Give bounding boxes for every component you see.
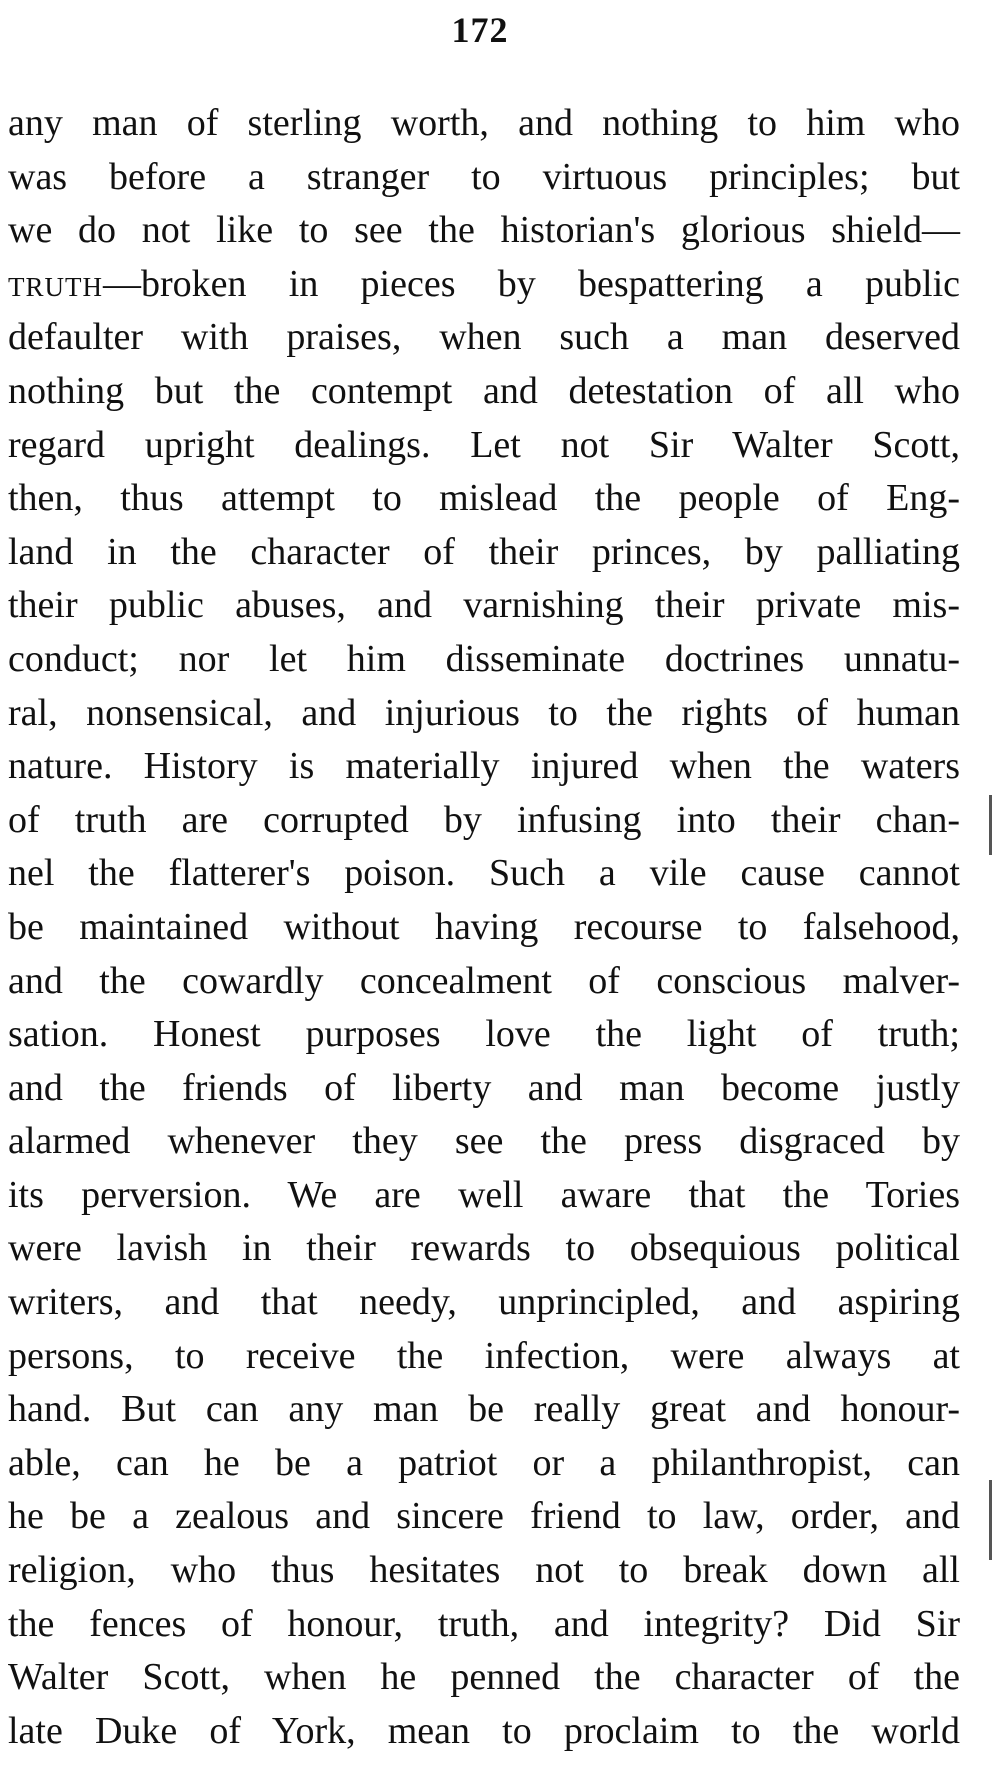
text-line-25: hand. But can any man be really great and honour- — [8, 1388, 960, 1431]
body-text — [8, 97, 960, 1758]
text-line-12: ral, nonsensical, and injurious to the rights of human — [8, 691, 960, 734]
text-line-17: and the cowardly concealment of conscious malver- — [8, 959, 960, 1002]
text-line-23: writers, and that needy, unprincipled, and aspiring — [8, 1281, 960, 1324]
text-line-26: able, can he be a patriot or a philanthropist, can — [8, 1441, 960, 1484]
text-line-8: then, thus attempt to mislead the people of Eng- — [8, 477, 960, 520]
text-line-27: he be a zealous and sincere friend to law, order, and — [8, 1495, 960, 1538]
text-line-18: sation. Honest purposes love the light of truth; — [8, 1013, 960, 1056]
text-line-30: Walter Scott, when he penned the character of the — [8, 1656, 960, 1699]
text-line-10: their public abuses, and varnishing their private mis- — [8, 584, 960, 627]
text-line-2: was before a stranger to virtuous principles; but — [8, 155, 960, 198]
page-number: 172 — [451, 10, 509, 50]
text-line-24: persons, to receive the infection, were always at — [8, 1334, 960, 1377]
text-line-7: regard upright dealings. Let not Sir Walter Scott, — [8, 423, 960, 466]
text-line-9: land in the character of their princes, by palliating — [8, 530, 960, 573]
text-line-4-rest: —broken in pieces by bespattering a public — [103, 262, 960, 305]
text-line-6: nothing but the contempt and detestation of all who — [8, 369, 960, 412]
text-line-3: we do not like to see the historian's glorious shield— — [8, 209, 960, 252]
text-line-4 — [8, 258, 960, 312]
scan-edge-mark — [989, 795, 992, 855]
text-line-16: be maintained without having recourse to falsehood, — [8, 905, 960, 948]
text-line-22: were lavish in their rewards to obsequious political — [8, 1227, 960, 1270]
text-line-5: defaulter with praises, when such a man deserved — [8, 316, 960, 359]
text-line-1: any man of sterling worth, and nothing to him who — [8, 102, 960, 144]
text-line-19: and the friends of liberty and man become justly — [8, 1066, 960, 1109]
text-line-13: nature. History is materially injured when the waters — [8, 745, 960, 788]
text-line-15: nel the flatterer's poison. Such a vile cause cannot — [8, 852, 960, 895]
text-line-11: conduct; nor let him disseminate doctrines unnatu- — [8, 637, 960, 680]
text-line-14: of truth are corrupted by infusing into their chan- — [8, 798, 960, 841]
text-line-28: religion, who thus hesitates not to break down all — [8, 1549, 960, 1592]
scan-edge-mark — [989, 1480, 992, 1560]
text-line-29: the fences of honour, truth, and integrity? Did Sir — [8, 1602, 960, 1645]
text-line-21: its perversion. We are well aware that the Tories — [8, 1173, 960, 1216]
text-line-20: alarmed whenever they see the press disgraced by — [8, 1120, 960, 1163]
small-caps-truth: truth — [8, 262, 103, 305]
text-line-31: late Duke of York, mean to proclaim to the world — [8, 1709, 960, 1752]
